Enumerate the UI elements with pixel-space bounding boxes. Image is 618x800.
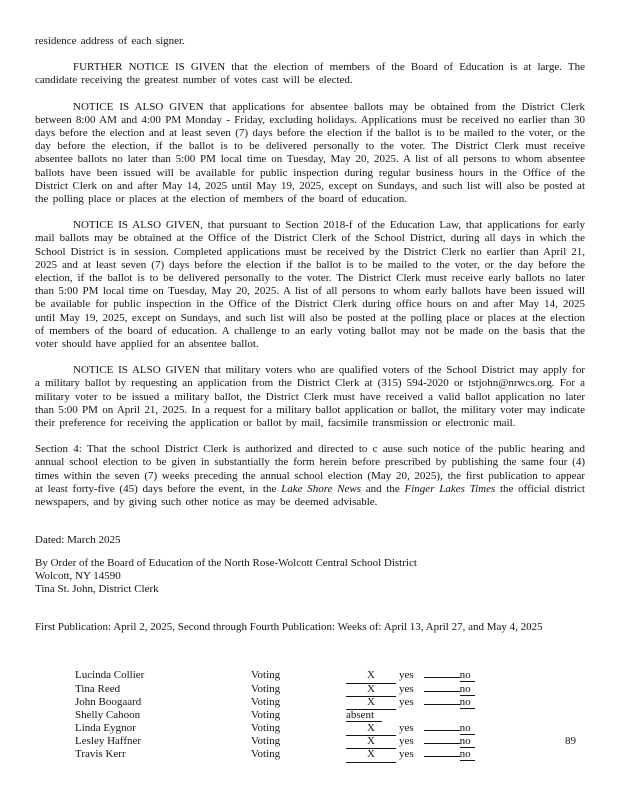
voting-label: Voting (251, 748, 281, 761)
voting-label: Voting (251, 722, 281, 735)
vote-yes-label: yes (399, 748, 414, 761)
newspaper-name-lake-shore-news: Lake Shore News (281, 482, 362, 495)
section4-text-start: Section 4: That the school District Clerk is authorized and directed to c ause such notice of the public hearing and annual school election to be given in substantially the form herein before prescribed by publishing the same four (4) times within the seven (7) weeks preceding the annual school election (May 20, 2025), the first publication to appear at least forty-five (45) days before the event, in the (35, 443, 585, 495)
vote-no-label: no (460, 735, 475, 748)
table-row (75, 722, 585, 735)
page-number: 89 (565, 735, 576, 747)
table-row (75, 709, 585, 722)
vote-yes-label: yes (399, 682, 414, 695)
notice-paragraph-absentee: NOTICE IS ALSO GIVEN that applications for absentee ballots may be obtained from the District Clerk between 8:00 AM and 4:00 PM Monday - Friday, excluding holidays. Applications must be received no earlier than 30 days before the election and at least seven (7) days before the election if the ballot is to be mailed to the voter, or the day before the election, if the ballot is to be delivered personally to the voter. The District Clerk must receive absentee ballots no later than 5:00 PM local time on Tuesday, May 20, 2025. A list of all persons to whom absentee ballots have been issued will be available for public inspection during regular business hours in the Office of the District Clerk on and after May 14, 2025 until May 19, 2025, except on Sundays, and such list will also be posted at the polling place or places at the election of members of the board of education. (35, 100, 585, 206)
newspaper-name-finger-lakes-times: Finger Lakes Times (404, 482, 496, 495)
voting-label: Voting (251, 735, 281, 748)
notice-paragraph-election: FURTHER NOTICE IS GIVEN that the election of members of the Board of Education is at large. The candidate receiving the greatest number of votes cast will be elected. (35, 61, 585, 87)
member-name: Lucinda Collier (75, 669, 145, 682)
voting-label: Voting (251, 695, 281, 708)
vote-no-line (424, 704, 460, 705)
vote-cell (346, 683, 585, 697)
section4-text-middle: and the (361, 482, 405, 495)
notice-paragraph-early-mail: NOTICE IS ALSO GIVEN, that pursuant to Section 2018-f of the Education Law, that applications for early mail ballots may be obtained at the Office of the District Clerk of the School District, during all days in which the School District is in session. Completed applications must be received by the District Clerk no earlier than April 21, 2025 and at least seven (7) days before the election if the ballot is to be mailed to the voter, or the day before the election, if the ballot is to be delivered personally to the voter. The District Clerk must receive early ballots no later than 5:00 PM local time on Tuesday, May 20, 2025. A list of all persons to whom early ballots have been issued will be available for public inspection in the Office of the District Clerk during office hours on and after May 14, 2025 until May 19, 2025, except on Sundays, and such list will also be posted at the polling place or places at the election of members of the board of education. A challenge to an early voting ballot may not be made on the basis that the voter should have applied for an absentee ballot. (35, 219, 585, 351)
vote-x-line: X (346, 748, 396, 762)
member-name: Lesley Haffner (75, 735, 142, 748)
opening-line: residence address of each signer. (35, 35, 185, 47)
vote-no-line (424, 756, 460, 757)
vote-no-line (424, 743, 460, 744)
vote-no-label: no (460, 748, 475, 761)
vote-yes-label: yes (399, 722, 414, 735)
vote-x-line: X (346, 669, 396, 683)
vote-no-label: no (460, 683, 475, 696)
vote-cell (346, 748, 585, 762)
vote-no-label: no (460, 669, 475, 682)
clerk-line: Tina St. John, District Clerk (35, 582, 159, 595)
vote-cell (346, 669, 585, 683)
member-name: John Boogaard (75, 695, 142, 708)
vote-absent-label: absent (346, 709, 382, 722)
address-line: Wolcott, NY 14590 (35, 569, 121, 582)
member-name: Tina Reed (75, 682, 121, 695)
vote-x-line: X (346, 722, 396, 736)
vote-cell (346, 696, 585, 710)
member-name: Linda Eygnor (75, 722, 136, 735)
by-order-line: By Order of the Board of Education of the North Rose-Wolcott Central School District (35, 556, 417, 569)
table-row (75, 748, 585, 761)
vote-x-line: X (346, 696, 396, 710)
voting-table (75, 669, 585, 761)
vote-yes-label: yes (399, 735, 414, 748)
vote-cell (346, 709, 585, 722)
voting-label: Voting (251, 682, 281, 695)
voting-label: Voting (251, 708, 281, 721)
vote-cell (346, 735, 585, 749)
section4-paragraph (35, 443, 585, 509)
member-name: Travis Kerr (75, 748, 126, 761)
signature-block (35, 534, 585, 596)
vote-yes-label: yes (399, 695, 414, 708)
table-row (75, 696, 585, 709)
publication-line: First Publication: April 2, 2025, Second through Fourth Publication: Weeks of: April 13, April 27, and May 4, 2025 (35, 621, 543, 634)
vote-x-line: X (346, 683, 396, 697)
vote-no-label: no (460, 722, 475, 735)
vote-x-line: X (346, 735, 396, 749)
table-row (75, 669, 585, 682)
table-row (75, 683, 585, 696)
vote-yes-label: yes (399, 669, 414, 682)
dated-line: Dated: March 2025 (35, 534, 121, 547)
voting-label: Voting (251, 669, 281, 682)
vote-no-line (424, 691, 460, 692)
vote-cell (346, 722, 585, 736)
notice-paragraph-military: NOTICE IS ALSO GIVEN that military voters who are qualified voters of the School District may apply for a military ballot by requesting an application from the District Clerk at (315) 594-2020 or tstjohn@nrwcs.org. For a military voter to be issued a military ballot, the District Clerk must have received a valid ballot application no later than 5:00 PM on April 21, 2025. In a request for a military ballot application or ballot, the military voter may indicate their preference for receiving the application or ballot by mail, facsimile transmission or electronic mail. (35, 364, 585, 430)
vote-no-label: no (460, 696, 475, 709)
table-row (75, 735, 585, 748)
section4-text-end: the official district newspapers, and by giving such other notice as may be deemed advisable. (35, 482, 585, 509)
member-name: Shelly Cahoon (75, 708, 141, 721)
vote-no-line (424, 677, 460, 678)
vote-no-line (424, 730, 460, 731)
